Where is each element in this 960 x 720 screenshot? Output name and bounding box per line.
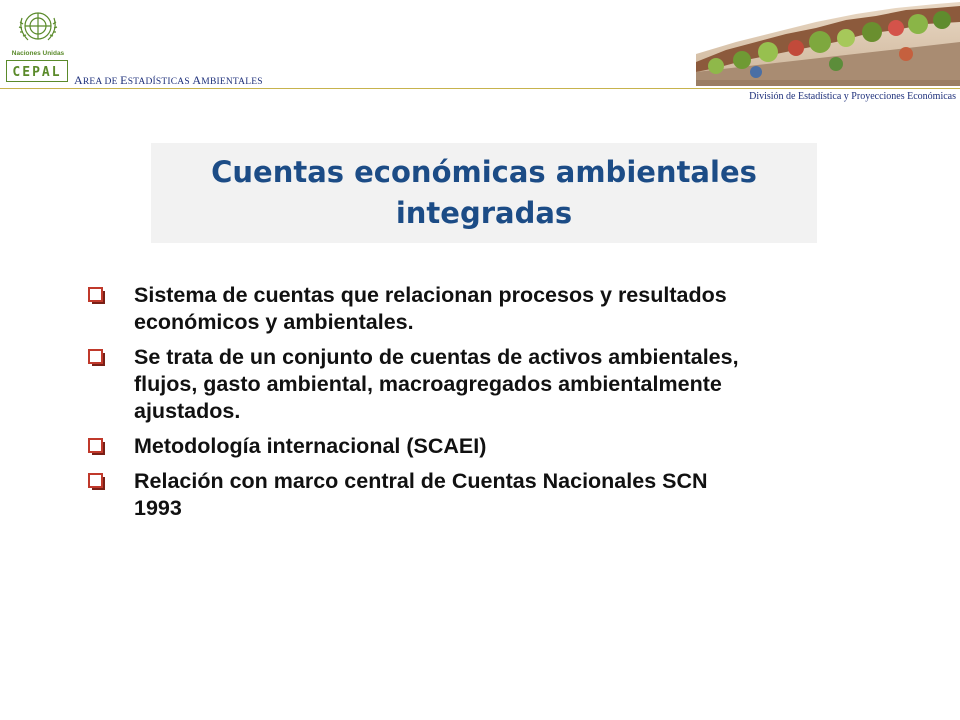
bullet-item xyxy=(88,282,888,336)
header-landscape-image xyxy=(696,2,960,86)
checkbox-square-icon xyxy=(88,473,105,490)
cepal-logo xyxy=(6,60,68,82)
bullet-line: Se trata de un conjunto de cuentas de activos ambientales, xyxy=(134,345,739,369)
title-box xyxy=(151,143,817,243)
bullet-line: Relación con marco central de Cuentas Nacionales SCN xyxy=(134,469,708,493)
cepal-logo-text: CEPAL xyxy=(12,65,62,80)
checkbox-square-icon xyxy=(88,287,105,304)
bullet-line: flujos, gasto ambiental, macroagregados ambientalmente xyxy=(134,372,722,396)
un-logo-caption: Naciones Unidas xyxy=(11,50,65,57)
bullet-item xyxy=(88,433,888,460)
bullet-line: 1993 xyxy=(134,496,182,520)
slide-header xyxy=(0,0,960,110)
bullet-line: Metodología internacional (SCAEI) xyxy=(134,434,487,458)
bullet-item xyxy=(88,468,888,522)
bullet-list xyxy=(88,282,888,530)
slide-title-line1: Cuentas económicas ambientales xyxy=(211,155,757,189)
bullet-item xyxy=(88,344,888,425)
slide-title-line2: integradas xyxy=(395,196,573,230)
un-emblem-icon xyxy=(8,6,68,60)
area-label: AREA DE ESTADÍSTICAS AMBIENTALES xyxy=(74,73,263,87)
checkbox-square-icon xyxy=(88,438,105,455)
bullet-line: Sistema de cuentas que relacionan procesos y resultados xyxy=(134,283,727,307)
slide-title xyxy=(151,152,817,234)
bullet-line: ajustados. xyxy=(134,399,241,423)
checkbox-square-icon xyxy=(88,349,105,366)
division-label: División de Estadística y Proyecciones Económicas xyxy=(749,91,956,102)
header-divider xyxy=(0,88,960,89)
bullet-line: económicos y ambientales. xyxy=(134,310,414,334)
